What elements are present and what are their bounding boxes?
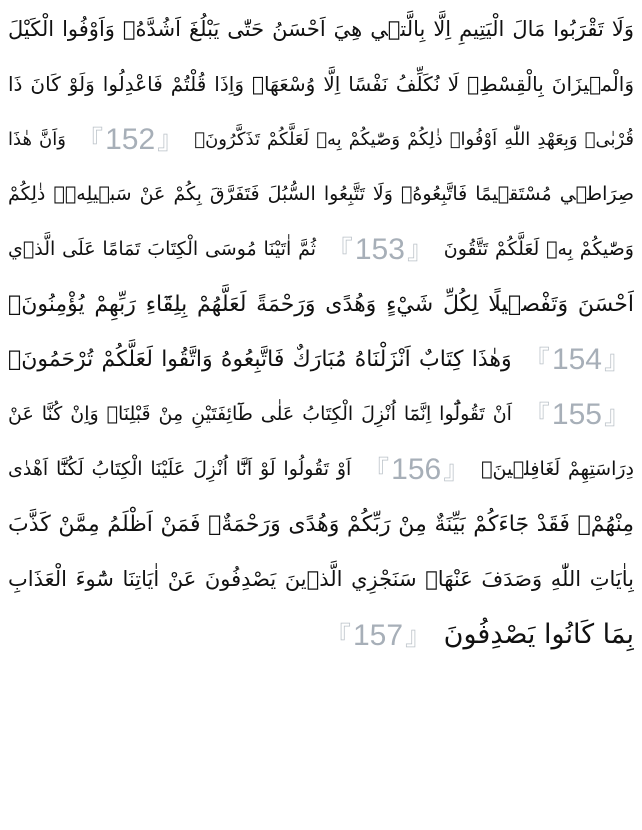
verse-text: وَهٰذَا كِتَابٌ اَنْزَلْنَاهُ مُبَارَكٌ فَاتَّبِعُوهُ وَاتَّقُوا لَعَلَّكُمْ تُرْحَمُونَۙ (8, 347, 512, 372)
ayah-bracket-left-icon: 『 (77, 126, 104, 156)
ayah-number: 156 (391, 452, 442, 486)
verse-text: بِاٰيَاتِ اللّٰهِ وَصَدَفَ عَنْهَاۜ سَنَجْزِي الَّذ۪ينَ يَصْدِفُونَ عَنْ اٰيَاتِنَا سُٓوءَ الْعَذَابِ (8, 567, 634, 591)
verse-text: اَنْ تَقُولُٓوا اِنَّمَٓا اُنْزِلَ الْكِتَابُ عَلٰى طَٓائِفَتَيْنِ مِنْ قَبْلِنَاۖ وَاِنْ كُنَّا عَنْ (8, 403, 512, 425)
ayah-number: 154 (551, 343, 602, 376)
verse-text: اَوْ تَقُولُوا لَوْ اَنَّٓا اُنْزِلَ عَلَيْنَا الْكِتَابُ لَكُنَّٓا اَهْدٰى (8, 458, 352, 480)
ayah-number: 152 (105, 123, 156, 156)
verse-line (8, 442, 634, 497)
verse-text: مِنْهُمْۚ فَقَدْ جَٓاءَكُمْ بَيِّنَةٌ مِنْ رَبِّكُمْ وَهُدًى وَرَحْمَةٌۚ فَمَنْ اَظْلَمُ مِمَّنْ كَذَّبَ (8, 512, 634, 537)
verse-line (8, 57, 634, 112)
verse-text: وَصّٰيكُمْ بِه۪ لَعَلَّكُمْ تَتَّقُونَ (443, 238, 634, 260)
verse-line (8, 552, 634, 607)
ayah-bracket-right-icon: 』 (406, 235, 433, 266)
verse-line (8, 222, 634, 277)
ayah-number: 153 (354, 232, 405, 266)
ayah-bracket-left-icon: 『 (326, 235, 353, 266)
ayah-number-marker (326, 232, 433, 266)
ayah-number-marker (363, 452, 470, 486)
ayah-bracket-right-icon: 』 (604, 346, 631, 376)
ayah-bracket-left-icon: 『 (324, 621, 351, 652)
verse-line (8, 387, 634, 442)
ayah-bracket-left-icon: 『 (523, 400, 550, 431)
verse-line (8, 332, 634, 387)
verse-text: وَلَا تَقْرَبُوا مَالَ الْيَتِيمِ اِلَّا بِالَّت۪ي هِيَ اَحْسَنُ حَتّٰى يَبْلُغَ اَشُدَّهُۚ وَاَوْفُوا الْكَيْلَ (8, 17, 634, 41)
ayah-number-marker (523, 397, 630, 431)
ayah-bracket-right-icon: 』 (157, 126, 184, 156)
verse-text: وَالْم۪يزَانَ بِالْقِسْطِۚ لَا نُكَلِّفُ نَفْسًا اِلَّا وُسْعَهَاۚ وَاِذَا قُلْتُمْ فَاعْدِلُوا وَلَوْ كَانَ ذَا (8, 72, 634, 96)
verse-line (8, 277, 634, 332)
verse-text: قُرْبٰىۚ وَبِعَهْدِ اللّٰهِ اَوْفُواۜ ذٰلِكُمْ وَصّٰيكُمْ بِه۪ لَعَلَّكُمْ تَذَكَّرُونَۙ (194, 129, 634, 150)
verse-text: اَحْسَنَ وَتَفْص۪يلًا لِكُلِّ شَيْءٍ وَهُدًى وَرَحْمَةً لَعَلَّهُمْ بِلِقَٓاءِ رَبِّهِمْ يُؤْمِنُونَ۟ (8, 292, 634, 317)
ayah-bracket-right-icon: 』 (405, 621, 432, 652)
verse-line (8, 607, 634, 662)
verse-text: ثُمَّ اٰتَيْنَا مُوسَى الْكِتَابَ تَمَامًا عَلَى الَّذ۪ي (8, 238, 317, 260)
ayah-number: 155 (551, 397, 602, 431)
verse-line (8, 497, 634, 552)
verse-line (8, 112, 634, 167)
verse-line (8, 2, 634, 57)
ayah-bracket-left-icon: 『 (523, 346, 550, 376)
verse-text: وَاَنَّ هٰذَا (8, 129, 66, 150)
ayah-bracket-right-icon: 』 (603, 400, 630, 431)
verse-line (8, 167, 634, 222)
ayah-bracket-left-icon: 『 (363, 455, 390, 486)
ayah-number-marker (524, 345, 630, 375)
verse-text: بِمَا كَانُوا يَصْدِفُونَ (443, 619, 634, 650)
ayah-bracket-right-icon: 』 (443, 455, 470, 486)
verse-text: صِرَاط۪ي مُسْتَق۪يمًا فَاتَّبِعُوهُۚ وَلَا تَتَّبِعُوا السُّبُلَ فَتَفَرَّقَ بِكُمْ عَنْ سَب۪يلِه۪ۜ ذٰلِكُمْ (8, 183, 634, 205)
verse-text: دِرَاسَتِهِمْ لَغَافِل۪ينَۙ (481, 458, 634, 480)
ayah-number-marker (77, 125, 183, 155)
ayah-number-marker (324, 618, 432, 652)
ayah-number: 157 (352, 618, 404, 652)
